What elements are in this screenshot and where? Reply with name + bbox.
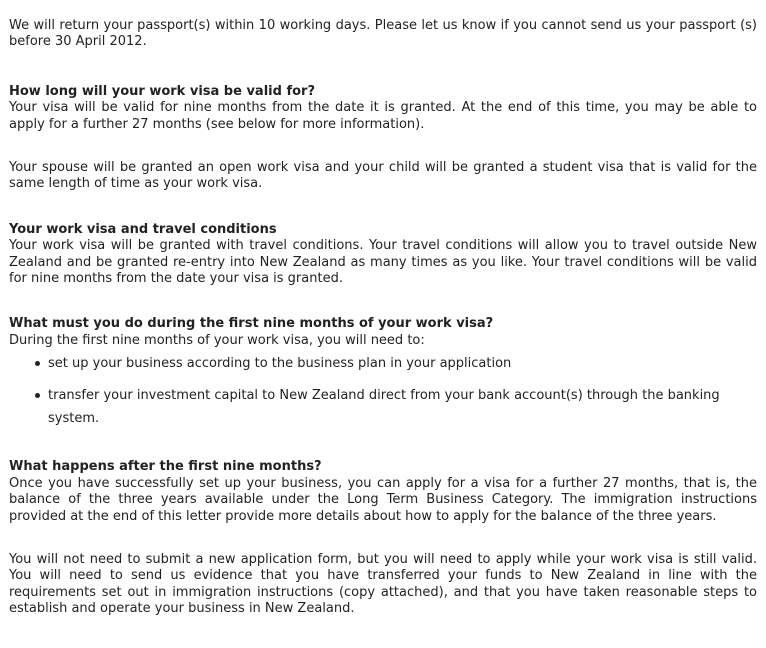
first-nine-months-heading: What must you do during the first nine months of your work visa? [9, 316, 494, 332]
evidence-paragraph: You will not need to submit a new application form, but you will need to apply while your work visa is still valid. You will need to send us evidence that you have transferred your funds to New Zealand in line with the requirements set out in immigration instructions (copy attached), and that you have taken reasonable steps to establish and operate your business in New Zealand. [9, 551, 757, 617]
visa-validity-heading: How long will your work visa be valid for? [9, 83, 315, 99]
list-item [35, 352, 757, 375]
travel-conditions-heading: Your work visa and travel conditions [9, 221, 277, 237]
list-item [35, 384, 757, 430]
travel-conditions-paragraph: Your work visa will be granted with travel conditions. Your travel conditions will allow you to travel outside New Zealand and be granted re-entry into New Zealand as many times as you like. Your travel conditions will be valid for nine months from the date your visa is granted. [9, 238, 757, 287]
passport-return-paragraph: We will return your passport(s) within 10 working days. Please let us know if you cannot send us your passport (s) before 30 April 2012. [9, 18, 757, 50]
bullet-icon [35, 393, 40, 398]
after-nine-months-paragraph: Once you have successfully set up your business, you can apply for a visa for a further 27 months, that is, the balance of the three years available under the Long Term Business Category. The immigration instructions provided at the end of this letter provide more details about how to apply for the balance of the three years. [9, 475, 757, 524]
list-item-text: set up your business according to the business plan in your application [48, 356, 512, 372]
list-item-text: transfer your investment capital to New Zealand direct from your bank account(s) through the banking system. [48, 388, 720, 427]
after-nine-months-heading: What happens after the first nine months? [9, 459, 322, 475]
bullet-icon [35, 361, 40, 366]
family-visa-paragraph: Your spouse will be granted an open work visa and your child will be granted a student visa that is valid for the same length of time as your work visa. [9, 160, 757, 192]
requirements-list [9, 352, 757, 430]
visa-validity-paragraph: Your visa will be valid for nine months from the date it is granted. At the end of this time, you may be able to apply for a further 27 months (see below for more information). [9, 100, 757, 132]
first-nine-months-intro: During the first nine months of your work visa, you will need to: [9, 332, 425, 348]
